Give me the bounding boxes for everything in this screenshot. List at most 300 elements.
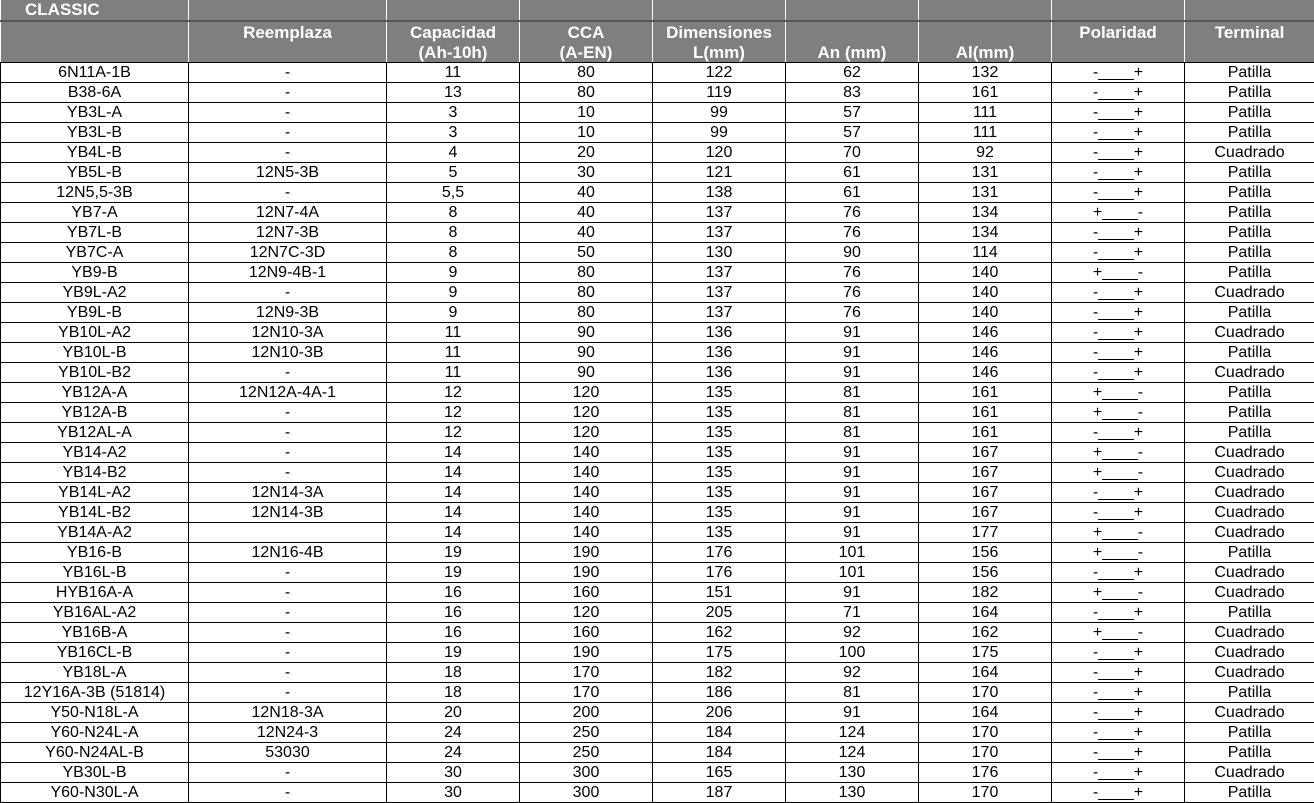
replaces-cell: 53030: [189, 743, 387, 763]
cca-cell: 190: [520, 643, 653, 663]
width-cell: 57: [786, 123, 919, 143]
terminal-cell: Cuadrado: [1185, 503, 1314, 523]
table-row: [1, 323, 1314, 343]
capacity-cell: 19: [387, 563, 520, 583]
cca-cell: 300: [520, 763, 653, 783]
cca-cell: 120: [520, 403, 653, 423]
replaces-cell: -: [189, 643, 387, 663]
polarity-cell: +____-: [1052, 263, 1185, 283]
capacity-cell: 8: [387, 223, 520, 243]
height-cell: 161: [919, 83, 1052, 103]
width-cell: 81: [786, 423, 919, 443]
height-cell: 134: [919, 203, 1052, 223]
model-cell: 6N11A-1B: [1, 63, 189, 83]
height-cell: 156: [919, 563, 1052, 583]
height-cell: 161: [919, 423, 1052, 443]
length-cell: 206: [653, 703, 786, 723]
polarity-cell: -____+: [1052, 603, 1185, 623]
width-cell: 92: [786, 623, 919, 643]
polarity-cell: -____+: [1052, 683, 1185, 703]
capacity-cell: 8: [387, 203, 520, 223]
length-cell: 184: [653, 723, 786, 743]
length-cell: 135: [653, 403, 786, 423]
model-cell: YB3L-A: [1, 103, 189, 123]
polarity-cell: -____+: [1052, 123, 1185, 143]
table-row: [1, 283, 1314, 303]
replaces-cell: -: [189, 143, 387, 163]
width-cell: 83: [786, 83, 919, 103]
table-row: [1, 523, 1314, 543]
length-cell: 175: [653, 643, 786, 663]
replaces-cell: 12N24-3: [189, 723, 387, 743]
width-cell: 76: [786, 263, 919, 283]
length-cell: 182: [653, 663, 786, 683]
capacity-cell: 20: [387, 703, 520, 723]
polarity-cell: -____+: [1052, 63, 1185, 83]
replaces-cell: -: [189, 183, 387, 203]
terminal-cell: Patilla: [1185, 543, 1314, 563]
replaces-cell: -: [189, 683, 387, 703]
table-row: [1, 183, 1314, 203]
width-cell: 100: [786, 643, 919, 663]
polarity-cell: -____+: [1052, 663, 1185, 683]
replaces-cell: [189, 523, 387, 543]
terminal-cell: Patilla: [1185, 263, 1314, 283]
model-cell: YB7-A: [1, 203, 189, 223]
height-cell: 170: [919, 783, 1052, 803]
polarity-cell: +____-: [1052, 623, 1185, 643]
polarity-cell: -____+: [1052, 763, 1185, 783]
height-cell: 146: [919, 323, 1052, 343]
cca-cell: 80: [520, 83, 653, 103]
length-cell: 130: [653, 243, 786, 263]
length-cell: 137: [653, 263, 786, 283]
capacity-cell: 8: [387, 243, 520, 263]
capacity-cell: 18: [387, 683, 520, 703]
terminal-cell: Patilla: [1185, 403, 1314, 423]
table-row: [1, 343, 1314, 363]
polarity-cell: -____+: [1052, 743, 1185, 763]
width-cell: 76: [786, 203, 919, 223]
width-cell: 101: [786, 563, 919, 583]
terminal-cell: Cuadrado: [1185, 523, 1314, 543]
table-row: [1, 663, 1314, 683]
terminal-cell: Patilla: [1185, 103, 1314, 123]
terminal-cell: Cuadrado: [1185, 283, 1314, 303]
width-cell: 76: [786, 223, 919, 243]
polarity-cell: -____+: [1052, 83, 1185, 103]
cca-cell: 90: [520, 343, 653, 363]
model-cell: Y60-N24AL-B: [1, 743, 189, 763]
length-cell: 99: [653, 123, 786, 143]
height-cell: 132: [919, 63, 1052, 83]
capacity-cell: 5: [387, 163, 520, 183]
model-cell: YB14A-A2: [1, 523, 189, 543]
capacity-cell: 30: [387, 783, 520, 803]
terminal-cell: Patilla: [1185, 123, 1314, 143]
polarity-cell: -____+: [1052, 303, 1185, 323]
table-row: [1, 763, 1314, 783]
terminal-cell: Patilla: [1185, 163, 1314, 183]
replaces-cell: -: [189, 623, 387, 643]
height-cell: 111: [919, 103, 1052, 123]
header-cca-unit: (A-EN): [520, 42, 653, 63]
table-row: [1, 583, 1314, 603]
replaces-cell: 12N7-4A: [189, 203, 387, 223]
header-reemplaza: Reemplaza: [189, 21, 387, 42]
height-cell: 164: [919, 603, 1052, 623]
length-cell: 135: [653, 423, 786, 443]
polarity-cell: -____+: [1052, 363, 1185, 383]
terminal-cell: Patilla: [1185, 243, 1314, 263]
replaces-cell: -: [189, 463, 387, 483]
table-row: [1, 383, 1314, 403]
polarity-cell: -____+: [1052, 423, 1185, 443]
capacity-cell: 11: [387, 63, 520, 83]
terminal-cell: Patilla: [1185, 423, 1314, 443]
length-cell: 136: [653, 323, 786, 343]
model-cell: YB7L-B: [1, 223, 189, 243]
cca-cell: 200: [520, 703, 653, 723]
length-cell: 122: [653, 63, 786, 83]
model-cell: Y50-N18L-A: [1, 703, 189, 723]
table-row: [1, 303, 1314, 323]
cca-cell: 190: [520, 563, 653, 583]
terminal-cell: Cuadrado: [1185, 583, 1314, 603]
capacity-cell: 14: [387, 443, 520, 463]
width-cell: 91: [786, 443, 919, 463]
table-row: [1, 243, 1314, 263]
cca-cell: 250: [520, 743, 653, 763]
terminal-cell: Patilla: [1185, 223, 1314, 243]
replaces-cell: -: [189, 403, 387, 423]
model-cell: YB5L-B: [1, 163, 189, 183]
cca-cell: 140: [520, 443, 653, 463]
header-length: L(mm): [653, 42, 786, 63]
width-cell: 92: [786, 663, 919, 683]
length-cell: 165: [653, 763, 786, 783]
model-cell: YB3L-B: [1, 123, 189, 143]
cca-cell: 140: [520, 483, 653, 503]
height-cell: 156: [919, 543, 1052, 563]
cca-cell: 170: [520, 663, 653, 683]
model-cell: YB16-B: [1, 543, 189, 563]
polarity-cell: +____-: [1052, 443, 1185, 463]
table-row: [1, 163, 1314, 183]
polarity-cell: -____+: [1052, 703, 1185, 723]
terminal-cell: Patilla: [1185, 603, 1314, 623]
cca-cell: 120: [520, 603, 653, 623]
terminal-cell: Cuadrado: [1185, 463, 1314, 483]
polarity-cell: +____-: [1052, 463, 1185, 483]
height-cell: 146: [919, 343, 1052, 363]
model-cell: 12N5,5-3B: [1, 183, 189, 203]
cca-cell: 250: [520, 723, 653, 743]
classic-title: CLASSIC: [1, 0, 189, 21]
width-cell: 91: [786, 523, 919, 543]
terminal-cell: Cuadrado: [1185, 763, 1314, 783]
model-cell: YB14-A2: [1, 443, 189, 463]
table-row: [1, 223, 1314, 243]
cca-cell: 140: [520, 463, 653, 483]
length-cell: 135: [653, 483, 786, 503]
height-cell: 182: [919, 583, 1052, 603]
table-row: [1, 543, 1314, 563]
cca-cell: 160: [520, 623, 653, 643]
width-cell: 76: [786, 283, 919, 303]
width-cell: 130: [786, 783, 919, 803]
length-cell: 137: [653, 283, 786, 303]
model-cell: YB16AL-A2: [1, 603, 189, 623]
replaces-cell: -: [189, 283, 387, 303]
replaces-cell: -: [189, 103, 387, 123]
polarity-cell: -____+: [1052, 283, 1185, 303]
model-cell: YB9-B: [1, 263, 189, 283]
terminal-cell: Cuadrado: [1185, 483, 1314, 503]
height-cell: 170: [919, 743, 1052, 763]
cca-cell: 170: [520, 683, 653, 703]
polarity-cell: -____+: [1052, 163, 1185, 183]
capacity-cell: 24: [387, 723, 520, 743]
replaces-cell: -: [189, 663, 387, 683]
width-cell: 81: [786, 683, 919, 703]
table-row: [1, 683, 1314, 703]
width-cell: 91: [786, 323, 919, 343]
length-cell: 99: [653, 103, 786, 123]
table-row: [1, 503, 1314, 523]
polarity-cell: -____+: [1052, 503, 1185, 523]
table-row: [1, 63, 1314, 83]
model-cell: YB4L-B: [1, 143, 189, 163]
capacity-cell: 12: [387, 383, 520, 403]
model-cell: YB14L-B2: [1, 503, 189, 523]
capacity-cell: 18: [387, 663, 520, 683]
table-row: [1, 463, 1314, 483]
width-cell: 91: [786, 483, 919, 503]
replaces-cell: -: [189, 763, 387, 783]
replaces-cell: 12N14-3A: [189, 483, 387, 503]
length-cell: 187: [653, 783, 786, 803]
length-cell: 162: [653, 623, 786, 643]
polarity-cell: -____+: [1052, 783, 1185, 803]
cca-cell: 90: [520, 363, 653, 383]
polarity-cell: -____+: [1052, 183, 1185, 203]
replaces-cell: -: [189, 443, 387, 463]
polarity-cell: +____-: [1052, 203, 1185, 223]
polarity-cell: -____+: [1052, 103, 1185, 123]
width-cell: 130: [786, 763, 919, 783]
width-cell: 91: [786, 343, 919, 363]
cca-cell: 120: [520, 423, 653, 443]
replaces-cell: 12N9-4B-1: [189, 263, 387, 283]
width-cell: 57: [786, 103, 919, 123]
table-row: [1, 403, 1314, 423]
cca-cell: 20: [520, 143, 653, 163]
model-cell: YB9L-A2: [1, 283, 189, 303]
length-cell: 120: [653, 143, 786, 163]
table-row: [1, 123, 1314, 143]
replaces-cell: -: [189, 603, 387, 623]
cca-cell: 50: [520, 243, 653, 263]
terminal-cell: Cuadrado: [1185, 143, 1314, 163]
terminal-cell: Patilla: [1185, 723, 1314, 743]
width-cell: 81: [786, 403, 919, 423]
capacity-cell: 3: [387, 103, 520, 123]
polarity-cell: +____-: [1052, 523, 1185, 543]
table-row: [1, 723, 1314, 743]
cca-cell: 90: [520, 323, 653, 343]
height-cell: 161: [919, 403, 1052, 423]
capacity-cell: 24: [387, 743, 520, 763]
model-cell: YB14L-A2: [1, 483, 189, 503]
height-cell: 164: [919, 703, 1052, 723]
table-row: [1, 143, 1314, 163]
length-cell: 151: [653, 583, 786, 603]
polarity-cell: -____+: [1052, 223, 1185, 243]
capacity-cell: 16: [387, 583, 520, 603]
height-cell: 140: [919, 303, 1052, 323]
terminal-cell: Patilla: [1185, 183, 1314, 203]
height-cell: 167: [919, 463, 1052, 483]
header-dimensiones: Dimensiones: [653, 21, 786, 42]
header-terminal: Terminal: [1185, 21, 1314, 42]
polarity-cell: -____+: [1052, 243, 1185, 263]
header-polaridad: Polaridad: [1052, 21, 1185, 42]
table-row: [1, 563, 1314, 583]
polarity-cell: +____-: [1052, 583, 1185, 603]
length-cell: 136: [653, 363, 786, 383]
polarity-cell: -____+: [1052, 323, 1185, 343]
cca-cell: 40: [520, 183, 653, 203]
polarity-cell: -____+: [1052, 723, 1185, 743]
cca-cell: 120: [520, 383, 653, 403]
capacity-cell: 14: [387, 483, 520, 503]
height-cell: 140: [919, 263, 1052, 283]
cca-cell: 40: [520, 223, 653, 243]
model-cell: YB10L-A2: [1, 323, 189, 343]
length-cell: 138: [653, 183, 786, 203]
height-cell: 176: [919, 763, 1052, 783]
capacity-cell: 14: [387, 523, 520, 543]
length-cell: 136: [653, 343, 786, 363]
height-cell: 164: [919, 663, 1052, 683]
replaces-cell: -: [189, 583, 387, 603]
terminal-cell: Cuadrado: [1185, 323, 1314, 343]
width-cell: 124: [786, 723, 919, 743]
cca-cell: 80: [520, 63, 653, 83]
height-cell: 111: [919, 123, 1052, 143]
replaces-cell: -: [189, 783, 387, 803]
polarity-cell: -____+: [1052, 143, 1185, 163]
width-cell: 90: [786, 243, 919, 263]
width-cell: 81: [786, 383, 919, 403]
terminal-cell: Patilla: [1185, 683, 1314, 703]
table-row: [1, 103, 1314, 123]
polarity-cell: +____-: [1052, 403, 1185, 423]
width-cell: 124: [786, 743, 919, 763]
height-cell: 114: [919, 243, 1052, 263]
capacity-cell: 11: [387, 343, 520, 363]
capacity-cell: 3: [387, 123, 520, 143]
model-cell: Y60-N24L-A: [1, 723, 189, 743]
replaces-cell: -: [189, 423, 387, 443]
capacity-cell: 16: [387, 603, 520, 623]
length-cell: 137: [653, 223, 786, 243]
length-cell: 205: [653, 603, 786, 623]
width-cell: 101: [786, 543, 919, 563]
polarity-cell: +____-: [1052, 543, 1185, 563]
length-cell: 119: [653, 83, 786, 103]
capacity-cell: 13: [387, 83, 520, 103]
length-cell: 176: [653, 543, 786, 563]
height-cell: 131: [919, 163, 1052, 183]
capacity-cell: 4: [387, 143, 520, 163]
length-cell: 135: [653, 463, 786, 483]
table-row: [1, 423, 1314, 443]
replaces-cell: 12N14-3B: [189, 503, 387, 523]
width-cell: 91: [786, 503, 919, 523]
cca-cell: 80: [520, 283, 653, 303]
table-row: [1, 703, 1314, 723]
cca-cell: 80: [520, 303, 653, 323]
width-cell: 91: [786, 583, 919, 603]
height-cell: 167: [919, 483, 1052, 503]
replaces-cell: 12N9-3B: [189, 303, 387, 323]
terminal-cell: Patilla: [1185, 343, 1314, 363]
header-cca: CCA: [520, 21, 653, 42]
length-cell: 176: [653, 563, 786, 583]
height-cell: 162: [919, 623, 1052, 643]
cca-cell: 10: [520, 123, 653, 143]
model-cell: YB10L-B2: [1, 363, 189, 383]
header-capacidad-unit: (Ah-10h): [387, 42, 520, 63]
model-cell: YB9L-B: [1, 303, 189, 323]
capacity-cell: 16: [387, 623, 520, 643]
capacity-cell: 30: [387, 763, 520, 783]
model-cell: YB10L-B: [1, 343, 189, 363]
polarity-cell: +____-: [1052, 383, 1185, 403]
width-cell: 91: [786, 463, 919, 483]
terminal-cell: Patilla: [1185, 203, 1314, 223]
cca-cell: 140: [520, 503, 653, 523]
height-cell: 170: [919, 683, 1052, 703]
terminal-cell: Patilla: [1185, 743, 1314, 763]
replaces-cell: 12N18-3A: [189, 703, 387, 723]
table-header: [1, 0, 1314, 63]
capacity-cell: 14: [387, 463, 520, 483]
replaces-cell: -: [189, 563, 387, 583]
cca-cell: 80: [520, 263, 653, 283]
replaces-cell: 12N7-3B: [189, 223, 387, 243]
model-cell: YB12AL-A: [1, 423, 189, 443]
height-cell: 170: [919, 723, 1052, 743]
table-row: [1, 83, 1314, 103]
model-cell: Y60-N30L-A: [1, 783, 189, 803]
polarity-cell: -____+: [1052, 563, 1185, 583]
cca-cell: 10: [520, 103, 653, 123]
terminal-cell: Cuadrado: [1185, 363, 1314, 383]
capacity-cell: 12: [387, 423, 520, 443]
terminal-cell: Patilla: [1185, 383, 1314, 403]
model-cell: YB16CL-B: [1, 643, 189, 663]
header-capacidad: Capacidad: [387, 21, 520, 42]
table-row: [1, 443, 1314, 463]
height-cell: 146: [919, 363, 1052, 383]
width-cell: 61: [786, 163, 919, 183]
model-cell: 12Y16A-3B (51814): [1, 683, 189, 703]
table-row: [1, 743, 1314, 763]
table-row: [1, 263, 1314, 283]
